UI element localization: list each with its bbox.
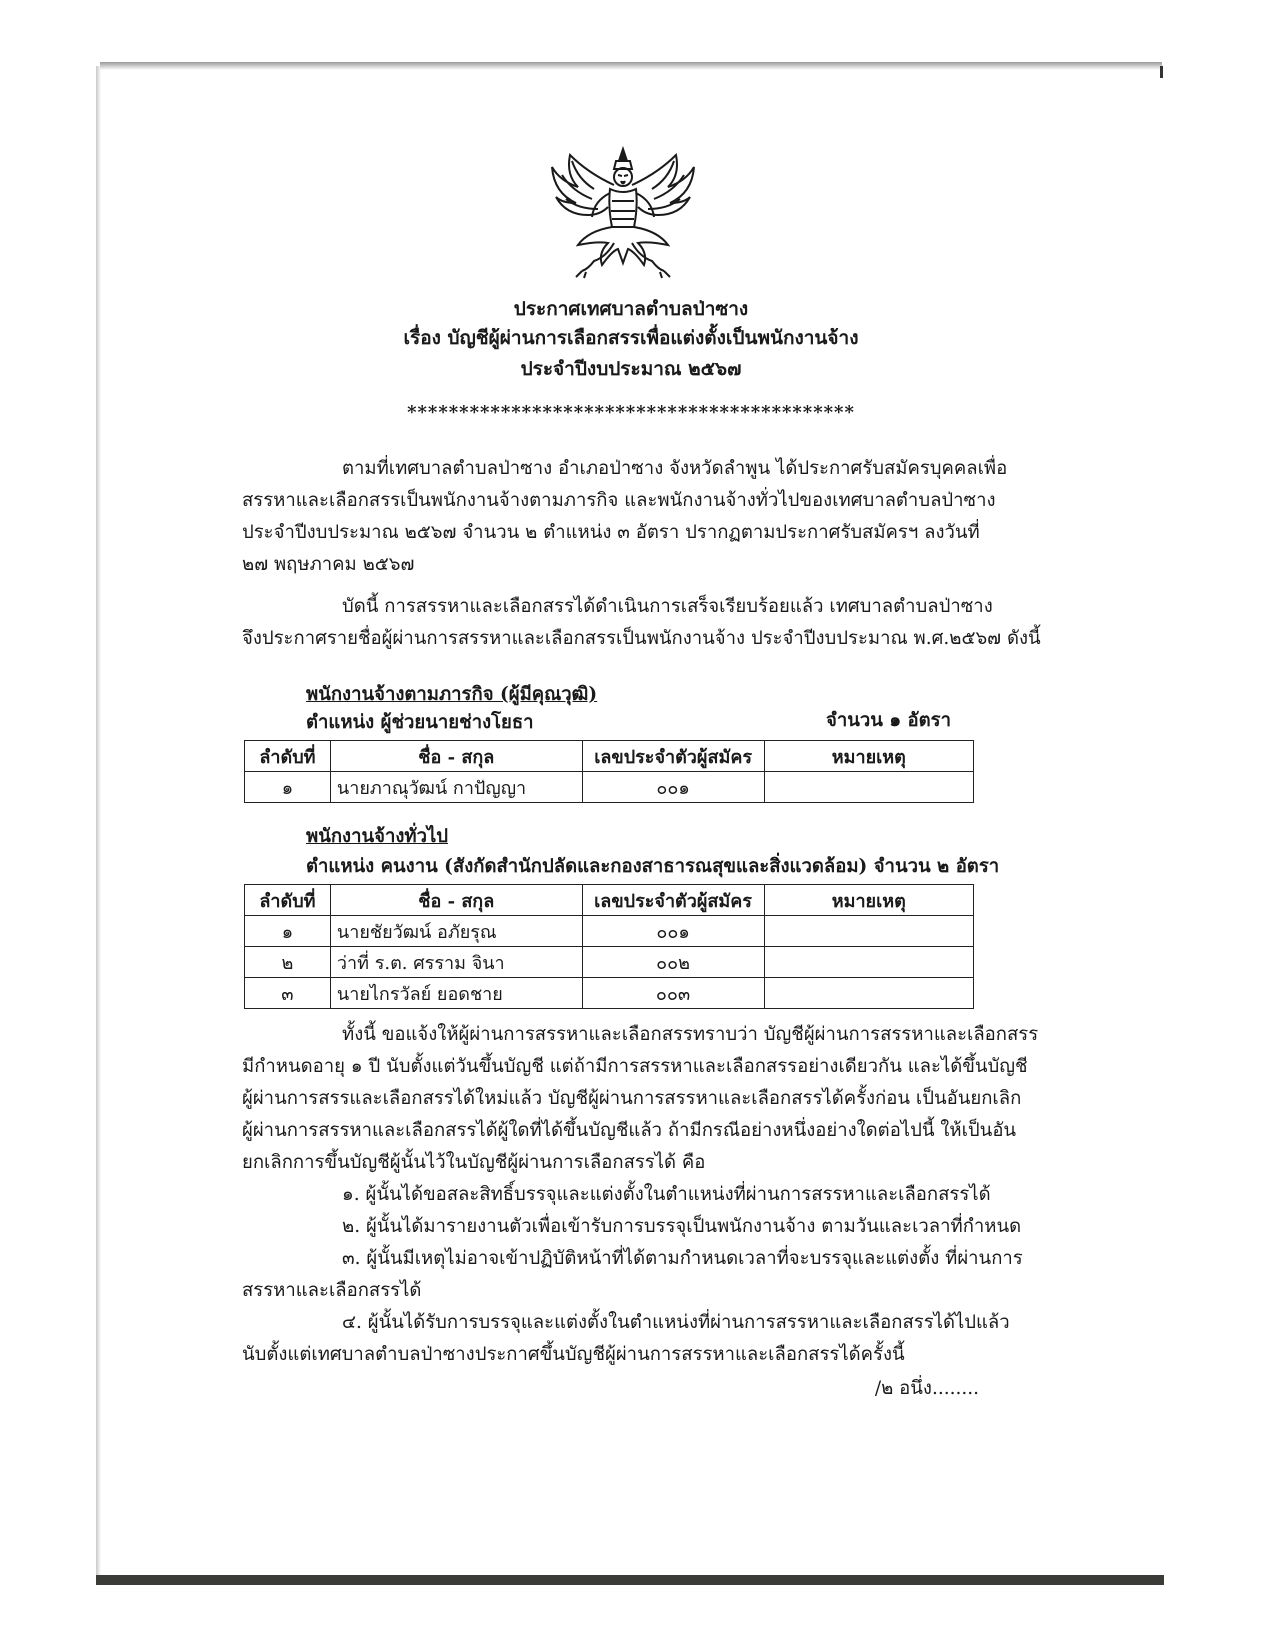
col-header-applicant-id: เลขประจำตัวผู้สมัคร [582, 885, 764, 916]
cell-applicant-id: ๐๐๒ [582, 947, 764, 978]
garuda-emblem-icon [548, 145, 698, 280]
intro-line-2: สรรหาและเลือกสรรเป็นพนักงานจ้างตามภารกิจ และพนักงานจ้างทั่วไปของเทศบาลตำบลป่าซาง [242, 490, 996, 511]
section-mission-staff-title: พนักงานจ้างตามภารกิจ (ผู้มีคุณวุฒิ) [306, 684, 598, 705]
mission-staff-table [244, 740, 974, 803]
scan-shadow-top [100, 62, 1162, 70]
cell-applicant-id: ๐๐๓ [582, 978, 764, 1009]
section-general-staff-position: ตำแหน่ง คนงาน (สังกัดสำนักปลัดและกองสาธารณสุขและสิ่งแวดล้อม) จำนวน ๒ อัตรา [306, 856, 1000, 877]
cell-name: นายภาณุวัฒน์ กาปัญญา [330, 772, 582, 803]
cell-order: ๑ [245, 916, 331, 947]
table-row [245, 916, 974, 947]
cell-order: ๓ [245, 978, 331, 1009]
page-continuation: /๒ อนึ่ง........ [874, 1378, 979, 1399]
announcement-title: ประกาศเทศบาลตำบลป่าซาง [513, 298, 749, 320]
col-header-order: ลำดับที่ [245, 741, 331, 772]
cell-name: ว่าที่ ร.ต. ศรราม จินา [330, 947, 582, 978]
conditions-line-5: ยกเลิกการขึ้นบัญชีผู้นั้นไว้ในบัญชีผู้ผ่านการเลือกสรรได้ คือ [242, 1152, 706, 1173]
conditions-line-2: มีกำหนดอายุ ๑ ปี นับตั้งแต่วันขึ้นบัญชี แต่ถ้ามีการสรรหาและเลือกสรรอย่างเดียวกัน และได้ขึ้นบัญชี [242, 1056, 1028, 1077]
table-row [245, 947, 974, 978]
cell-applicant-id: ๐๐๑ [582, 772, 764, 803]
condition-item-1: ๑. ผู้นั้นได้ขอสละสิทธิ์บรรจุและแต่งตั้งในตำแหน่งที่ผ่านการสรรหาและเลือกสรรได้ [342, 1184, 991, 1205]
cell-remark [764, 947, 973, 978]
col-header-name: ชื่อ - สกุล [330, 885, 582, 916]
section-mission-staff-quota: จำนวน ๑ อัตรา [826, 710, 951, 731]
cell-order: ๑ [245, 772, 331, 803]
section-mission-staff-position: ตำแหน่ง ผู้ช่วยนายช่างโยธา [306, 712, 534, 733]
col-header-order: ลำดับที่ [245, 885, 331, 916]
announcement-fiscal-year: ประจำปีงบประมาณ ๒๕๖๗ [520, 358, 742, 380]
intro-line-1: ตามที่เทศบาลตำบลป่าซาง อำเภอป่าซาง จังหวัดลำพูน ได้ประกาศรับสมัครบุคคลเพื่อ [342, 458, 1008, 479]
cell-remark [764, 916, 973, 947]
table-header-row [245, 741, 974, 772]
announce-line-1: บัดนี้ การสรรหาและเลือกสรรได้ดำเนินการเสร็จเรียบร้อยแล้ว เทศบาลตำบลป่าซาง [342, 596, 993, 617]
condition-item-3-cont: สรรหาและเลือกสรรได้ [242, 1280, 422, 1301]
col-header-remark: หมายเหตุ [764, 741, 973, 772]
separator-stars: ******************************************* [407, 402, 855, 423]
cell-name: นายไกรวัลย์ ยอดชาย [330, 978, 582, 1009]
scan-edge-left [96, 66, 101, 1576]
scan-tick [1160, 66, 1163, 78]
cell-remark [764, 772, 973, 803]
col-header-name: ชื่อ - สกุล [330, 741, 582, 772]
condition-item-4-cont: นับตั้งแต่เทศบาลตำบลป่าซางประกาศขึ้นบัญชีผู้ผ่านการสรรหาและเลือกสรรได้ครั้งนี้ [242, 1344, 905, 1365]
condition-item-3: ๓. ผู้นั้นมีเหตุไม่อาจเข้าปฏิบัติหน้าที่ได้ตามกำหนดเวลาที่จะบรรจุและแต่งตั้ง ที่ผ่านการ [342, 1248, 1023, 1269]
cell-name: นายชัยวัฒน์ อภัยรุณ [330, 916, 582, 947]
conditions-line-3: ผู้ผ่านการสรรและเลือกสรรได้ใหม่แล้ว บัญชีผู้ผ่านการสรรหาและเลือกสรรได้ครั้งก่อน เป็นอันยกเลิก [242, 1088, 1022, 1109]
cell-order: ๒ [245, 947, 331, 978]
col-header-applicant-id: เลขประจำตัวผู้สมัคร [582, 741, 764, 772]
scan-strip-bottom [96, 1575, 1164, 1585]
cell-applicant-id: ๐๐๑ [582, 916, 764, 947]
table-header-row [245, 885, 974, 916]
general-staff-table [244, 884, 974, 1009]
announcement-subject: เรื่อง บัญชีผู้ผ่านการเลือกสรรเพื่อแต่งตั้งเป็นพนักงานจ้าง [403, 327, 859, 349]
cell-remark [764, 978, 973, 1009]
table-row [245, 978, 974, 1009]
condition-item-4: ๔. ผู้นั้นได้รับการบรรจุและแต่งตั้งในตำแหน่งที่ผ่านการสรรหาและเลือกสรรได้ไปแล้ว [342, 1312, 1010, 1333]
intro-line-3: ประจำปีงบประมาณ ๒๕๖๗ จำนวน ๒ ตำแหน่ง ๓ อัตรา ปรากฏตามประกาศรับสมัครฯ ลงวันที่ [242, 522, 980, 543]
conditions-line-1: ทั้งนี้ ขอแจ้งให้ผู้ผ่านการสรรหาและเลือกสรรทราบว่า บัญชีผู้ผ่านการสรรหาและเลือกสรร [342, 1024, 1039, 1045]
condition-item-2: ๒. ผู้นั้นได้มารายงานตัวเพื่อเข้ารับการบรรจุเป็นพนักงานจ้าง ตามวันและเวลาที่กำหนด [342, 1216, 1022, 1237]
announce-line-2: จึงประกาศรายชื่อผู้ผ่านการสรรหาและเลือกสรรเป็นพนักงานจ้าง ประจำปีงบประมาณ พ.ศ.๒๕๖๗ ดังนี้ [242, 628, 1041, 649]
conditions-line-4: ผู้ผ่านการสรรหาและเลือกสรรได้ผู้ใดที่ได้ขึ้นบัญชีแล้ว ถ้ามีกรณีอย่างหนึ่งอย่างใดต่อไปนี้ ให้เป็นอัน [242, 1120, 1017, 1141]
col-header-remark: หมายเหตุ [764, 885, 973, 916]
section-general-staff-title: พนักงานจ้างทั่วไป [306, 826, 449, 847]
table-row [245, 772, 974, 803]
intro-line-4: ๒๗ พฤษภาคม ๒๕๖๗ [242, 554, 415, 575]
